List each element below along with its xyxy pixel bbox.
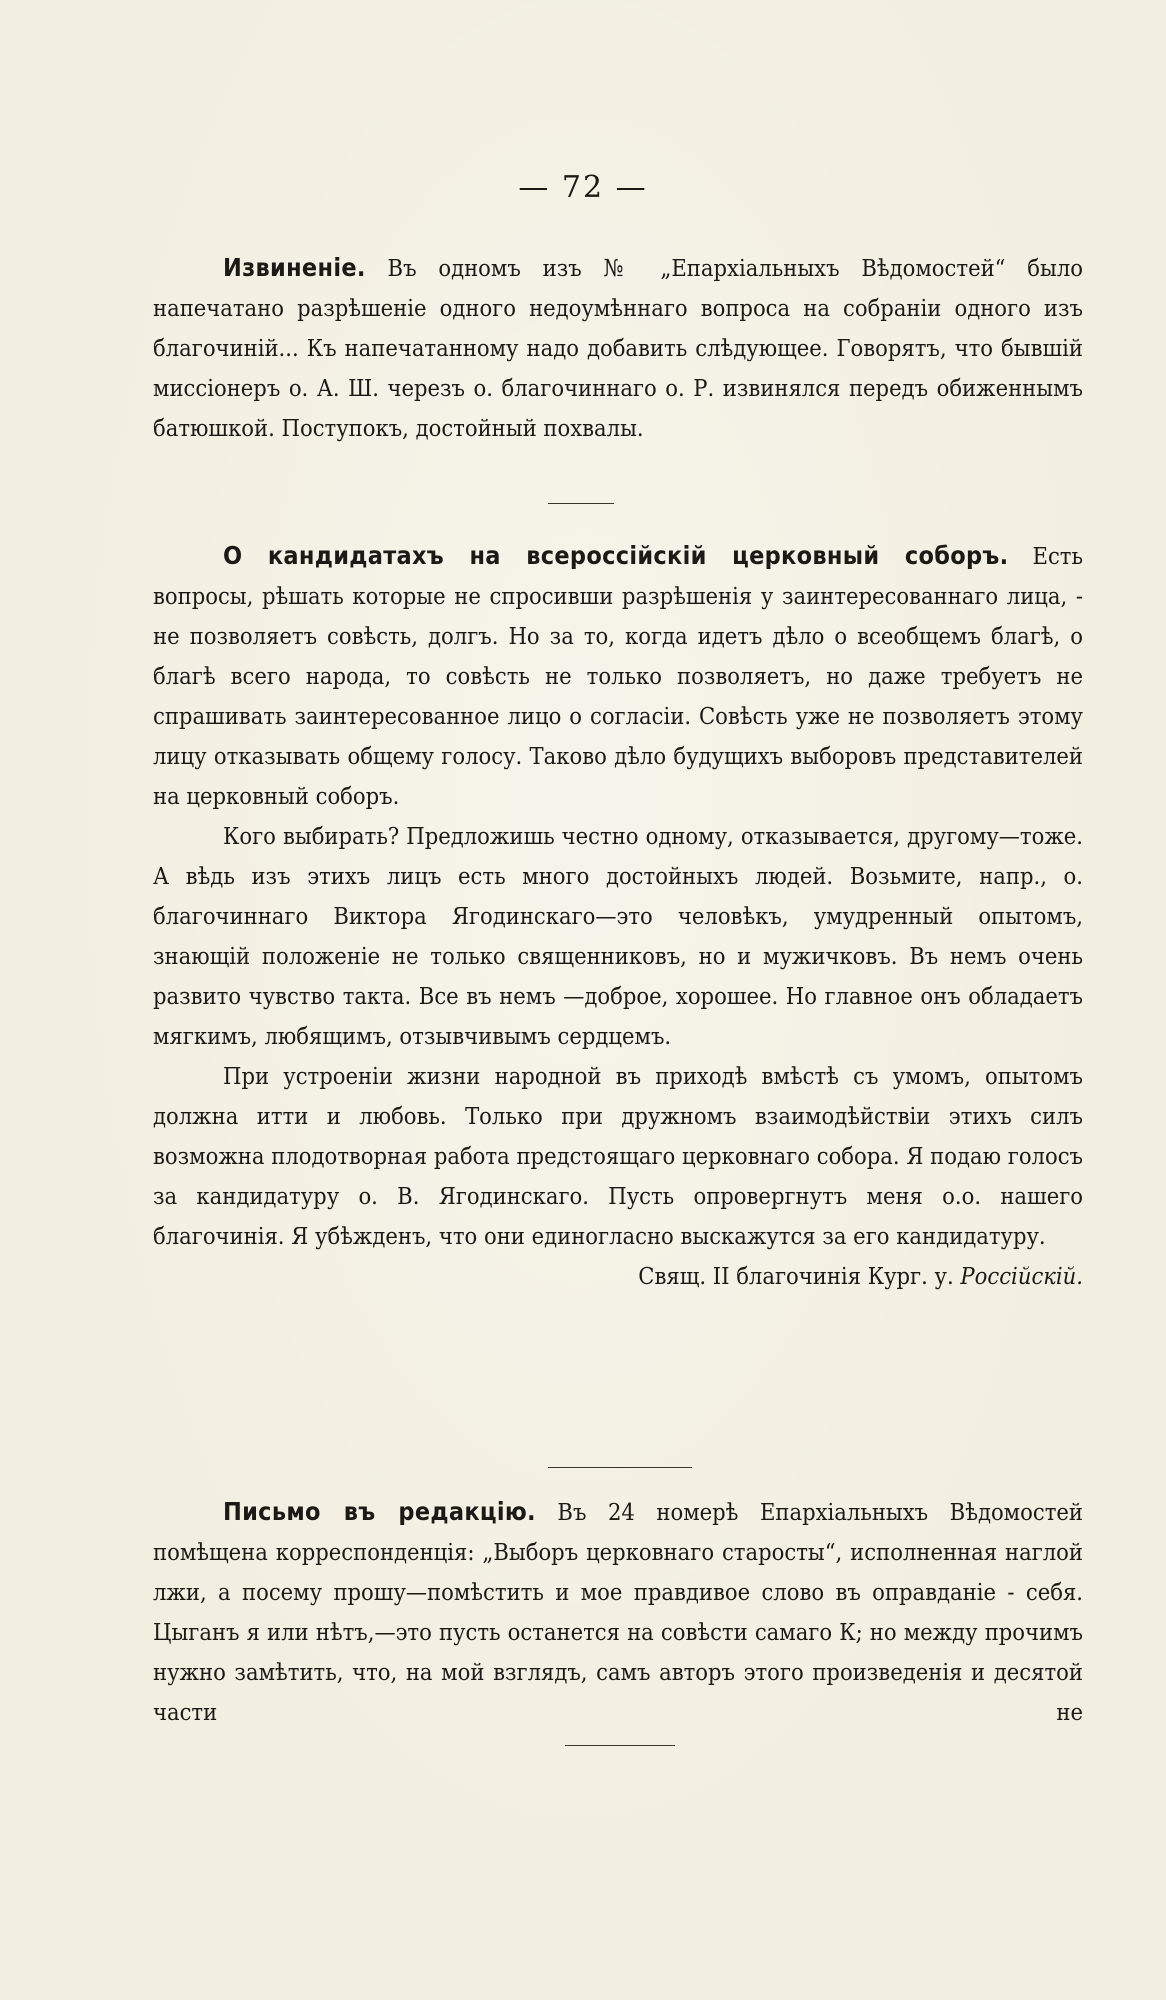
apology-heading: Извиненіе. [223, 253, 366, 282]
apology-paragraph [153, 248, 1083, 448]
section-divider [548, 503, 614, 504]
candidates-signature [153, 1256, 1083, 1296]
letter-heading: Письмо въ редакцію. [223, 1497, 536, 1526]
signature-author: Россійскій. [960, 1262, 1083, 1290]
section-apology [153, 248, 1083, 448]
candidates-heading: О кандидатахъ на всероссійскій церковный соборъ. [223, 541, 1009, 570]
signature-prefix: Свящ. II благочинія Кург. у. [638, 1262, 961, 1290]
section-candidates [153, 536, 1083, 1296]
section-letter [153, 1492, 1083, 1732]
candidates-paragraph-3: При устроеніи жизни народной въ приходѣ вмѣстѣ съ умомъ, опытомъ должна итти и любовь. Только при дружномъ взаимодѣйствіи этихъ силъ возможна плодотворная работа предстоящаго церковнаго собора. Я подаю голосъ за кандидатуру о. В. Ягодинскаго. Пусть опровергнутъ меня о.о. нашего благочинія. Я убѣжденъ, что они единогласно выскажутся за его кандидатуру. [153, 1062, 1083, 1250]
letter-paragraph [153, 1492, 1083, 1732]
candidates-paragraph-1 [153, 536, 1083, 816]
page-number: — 72 — [518, 170, 648, 205]
candidates-body-1: Есть вопросы, рѣшать которые не спросивши разрѣшенія у заинтересованнаго лица, - не позволяетъ совѣсть, долгъ. Но за то, когда идетъ дѣло о всеобщемъ благѣ, о благѣ всего народа, то совѣсть не только позволяетъ, но даже требуетъ не спрашивать заинтересованное лицо о согласіи. Совѣсть уже не позволяетъ этому лицу отказывать общему голосу. Таково дѣло будущихъ выборовъ представителей на церковный соборъ. [153, 542, 1083, 810]
section-divider [548, 1467, 692, 1468]
footer-rule [565, 1745, 675, 1746]
letter-body: Въ 24 номерѣ Епархіальныхъ Вѣдомостей помѣщена корреспонденція: „Выборъ церковнаго старосты“, исполненная наглой лжи, а посему прошу—помѣстить и мое правдивое слово въ оправданіе - себя. Цыганъ я или нѣтъ,—это пусть останется на совѣсти самаго К; но между прочимъ нужно замѣтить, что, на мой взглядъ, самъ авторъ этого произведенія и десятой части не [153, 1498, 1083, 1726]
candidates-paragraph-2: Кого выбирать? Предложишь честно одному, отказывается, другому—тоже. А вѣдь изъ этихъ лицъ есть много достойныхъ людей. Возьмите, напр., о. благочиннаго Виктора Ягодинскаго—это человѣкъ, умудренный опытомъ, знающій положеніе не только священниковъ, но и мужичковъ. Въ немъ очень развито чувство такта. Все въ немъ —доброе, хорошее. Но главное онъ обладаетъ мягкимъ, любящимъ, отзывчивымъ сердцемъ. [153, 822, 1083, 1050]
apology-body: Въ одномъ изъ № „Епархіальныхъ Вѣдомостей“ было напечатано разрѣшеніе одного недоумѣннаго вопроса на собраніи одного изъ благочиній... Къ напечатанному надо добавить слѣдующее. Говорятъ, что бывшій миссіонеръ о. А. Ш. черезъ о. благочиннаго о. Р. извинялся передъ обиженнымъ батюшкой. Поступокъ, достойный похвалы. [153, 254, 1083, 442]
